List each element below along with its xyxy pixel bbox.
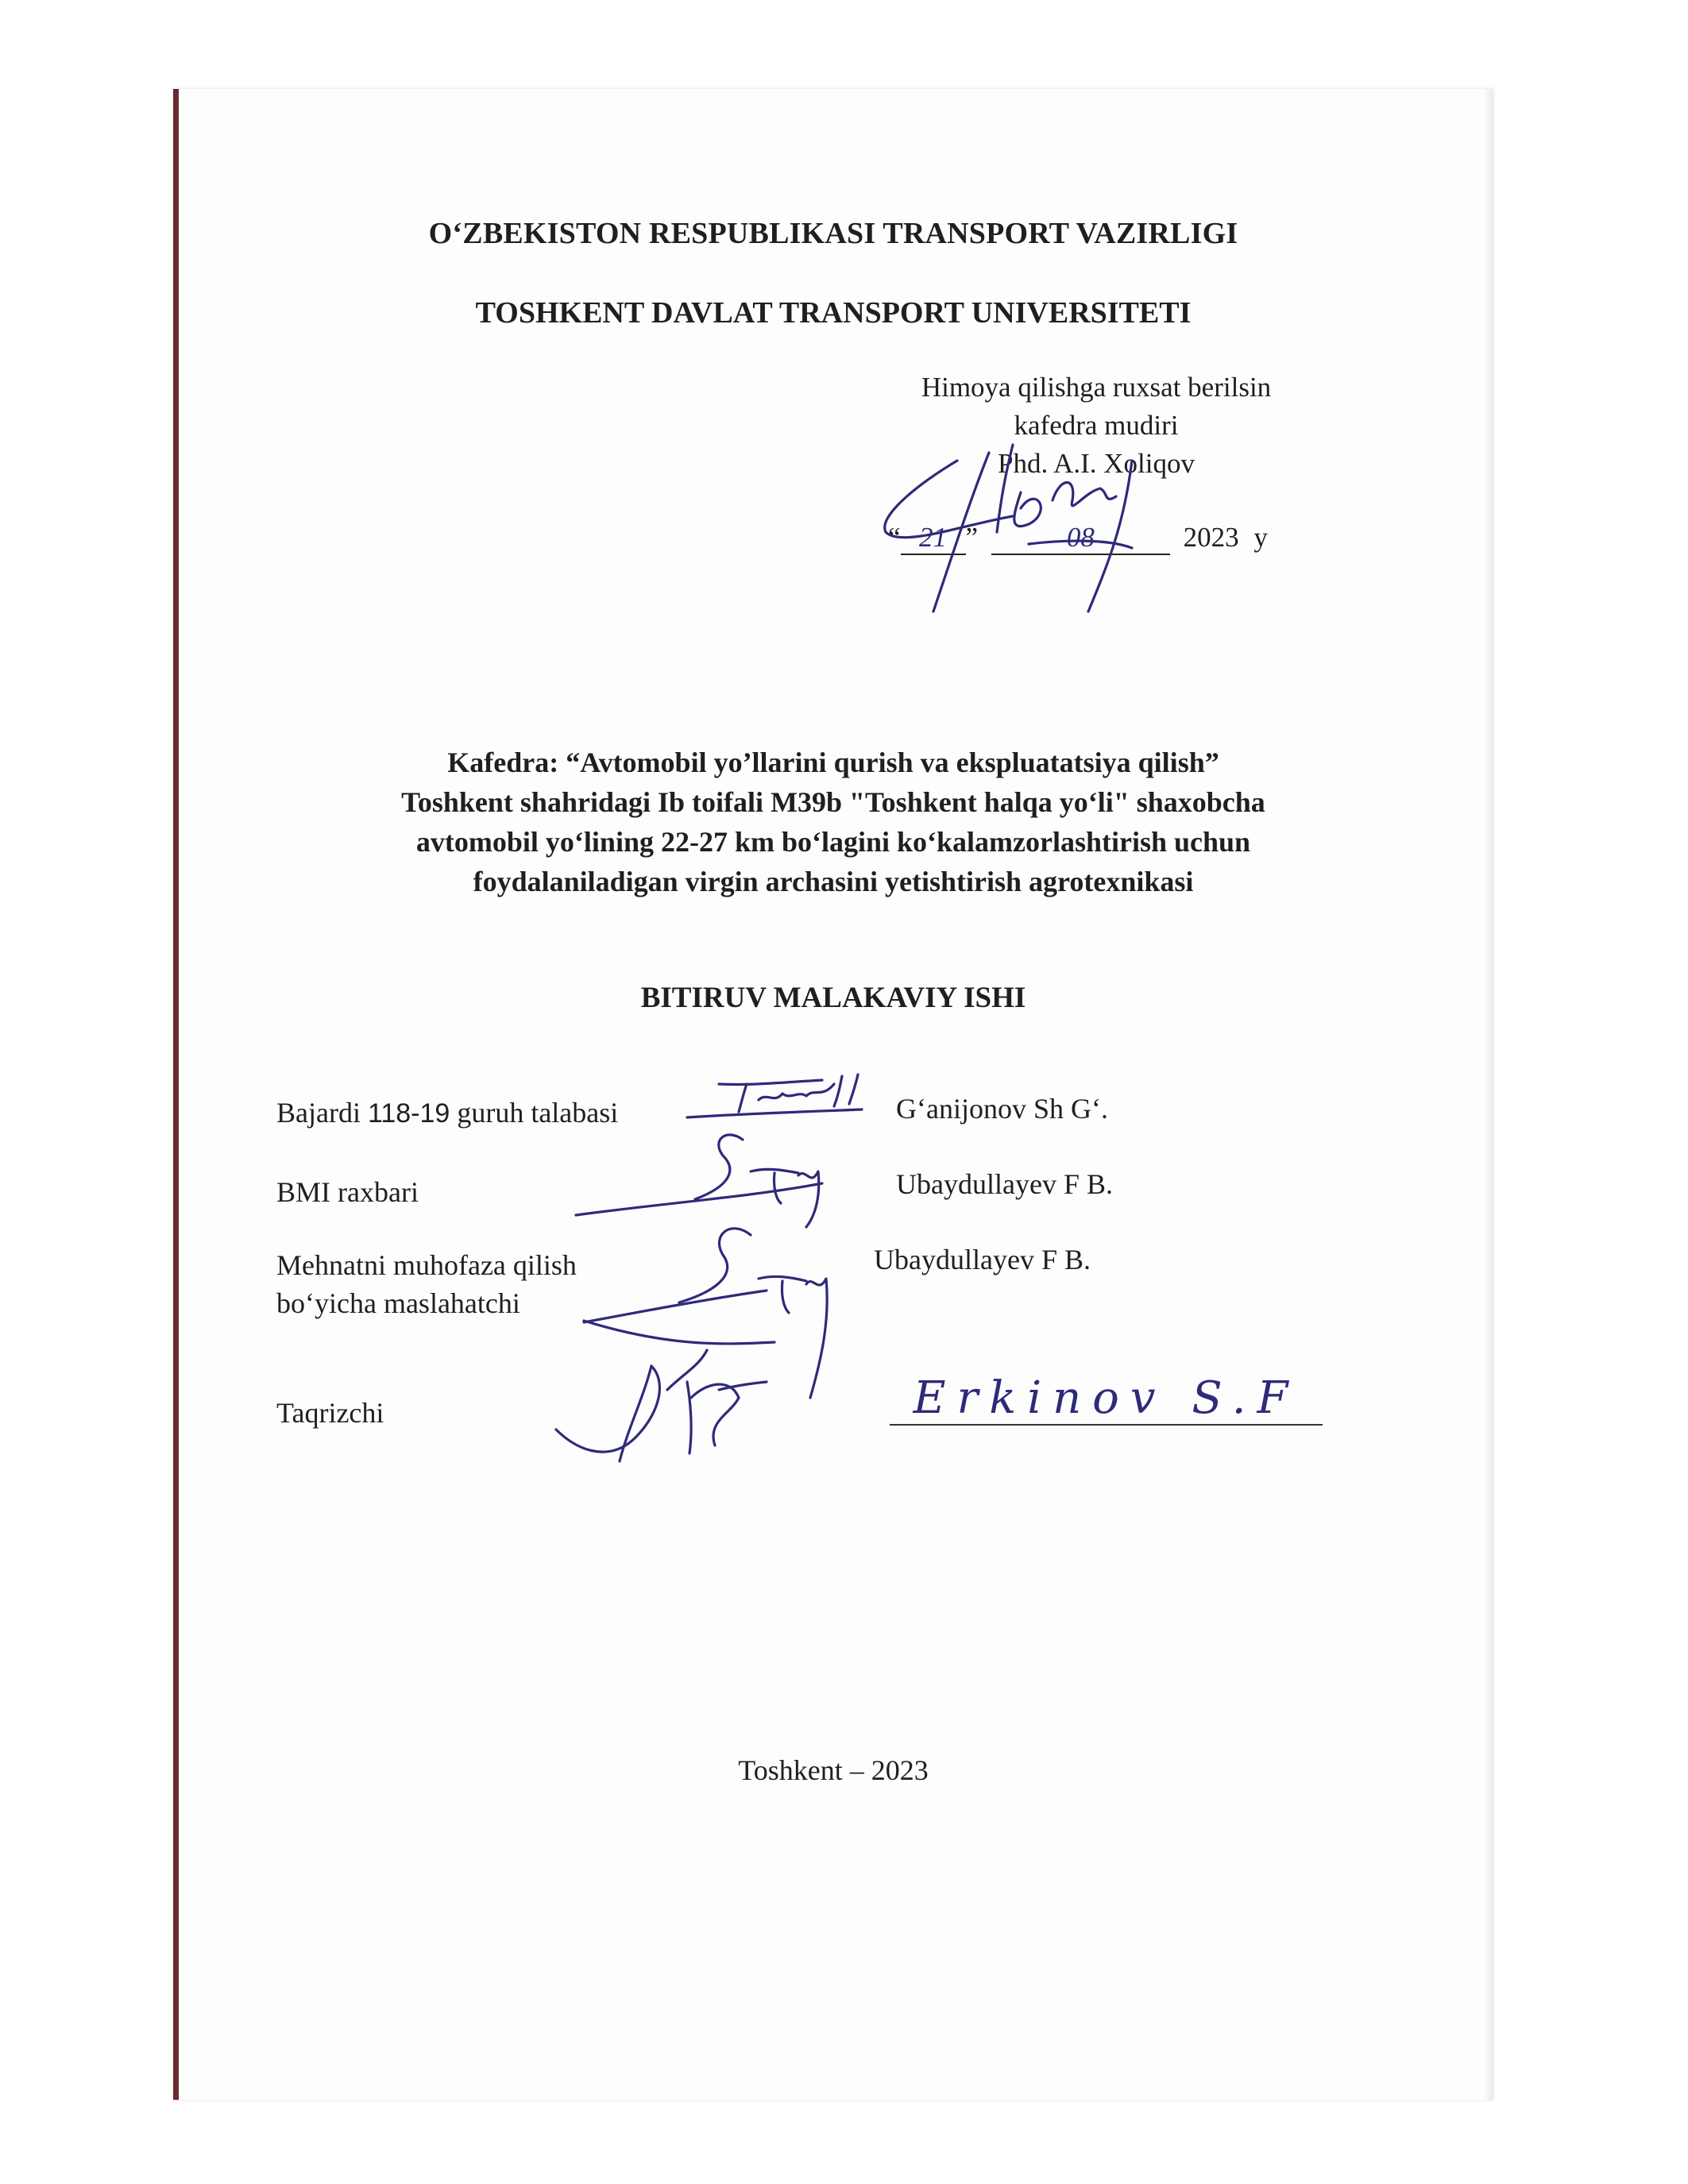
safety-label-2: bo‘yicha maslahatchi [276, 1287, 520, 1319]
ministry-heading: O‘ZBEKISTON RESPUBLIKASI TRANSPORT VAZIRLIGI [428, 217, 1238, 250]
advisor-label: BMI raxbari [276, 1176, 419, 1208]
university-heading: TOSHKENT DAVLAT TRANSPORT UNIVERSITETI [475, 296, 1192, 330]
student-signature-icon [671, 1068, 878, 1132]
work-type: BITIRUV MALAKAVIY ISHI [640, 982, 1026, 1014]
place-and-year: Toshkent – 2023 [738, 1754, 929, 1786]
student-name: G‘anijonov Sh G‘. [896, 1093, 1108, 1125]
student-label-a: Bajardi [276, 1097, 368, 1129]
group-number: 118-19 [367, 1098, 450, 1129]
date-suffix: y [1253, 522, 1268, 553]
student-label [276, 1096, 618, 1129]
title-line-2: Toshkent shahridagi Ib toifali M39b "Toshkent halqa yo‘li" shaxobcha [401, 786, 1265, 818]
safety-name: Ubaydullayev F B. [874, 1244, 1091, 1275]
student-label-c: guruh talabasi [450, 1097, 619, 1129]
approval-line-2: kafedra mudiri [1014, 410, 1179, 441]
quote-close: ” [965, 522, 979, 553]
page-edge [1484, 89, 1493, 2100]
head-signature-icon [870, 429, 1203, 619]
title-line-1: Kafedra: “Avtomobil yo’llarini qurish va ekspluatatsiya qilish” [447, 747, 1219, 778]
title-line-4: foydalaniladigan virgin archasini yetishtirish agrotexnikasi [473, 866, 1194, 897]
title-line-3: avtomobil yo‘lining 22-27 km bo‘lagini ko‘kalamzorlashtirish uchun [415, 826, 1251, 858]
date-month: 08 [991, 522, 1170, 555]
binding-edge [173, 89, 179, 2100]
reviewer-name: Erkinov S.F [890, 1372, 1323, 1426]
advisor-name: Ubaydullayev F B. [896, 1168, 1113, 1200]
date-year: 2023 [1183, 522, 1239, 553]
quote-open: “ [888, 522, 901, 553]
safety-label-1: Mehnatni muhofaza qilish [276, 1249, 577, 1281]
reviewer-signature-icon [548, 1342, 786, 1469]
approval-line-3: Phd. A.I. Xoliqov [998, 448, 1195, 479]
approval-line-1: Himoya qilishga ruxsat berilsin [921, 372, 1272, 403]
reviewer-label: Taqrizchi [276, 1397, 384, 1429]
thesis-title [173, 743, 1493, 901]
date-day: 21 [901, 522, 966, 555]
